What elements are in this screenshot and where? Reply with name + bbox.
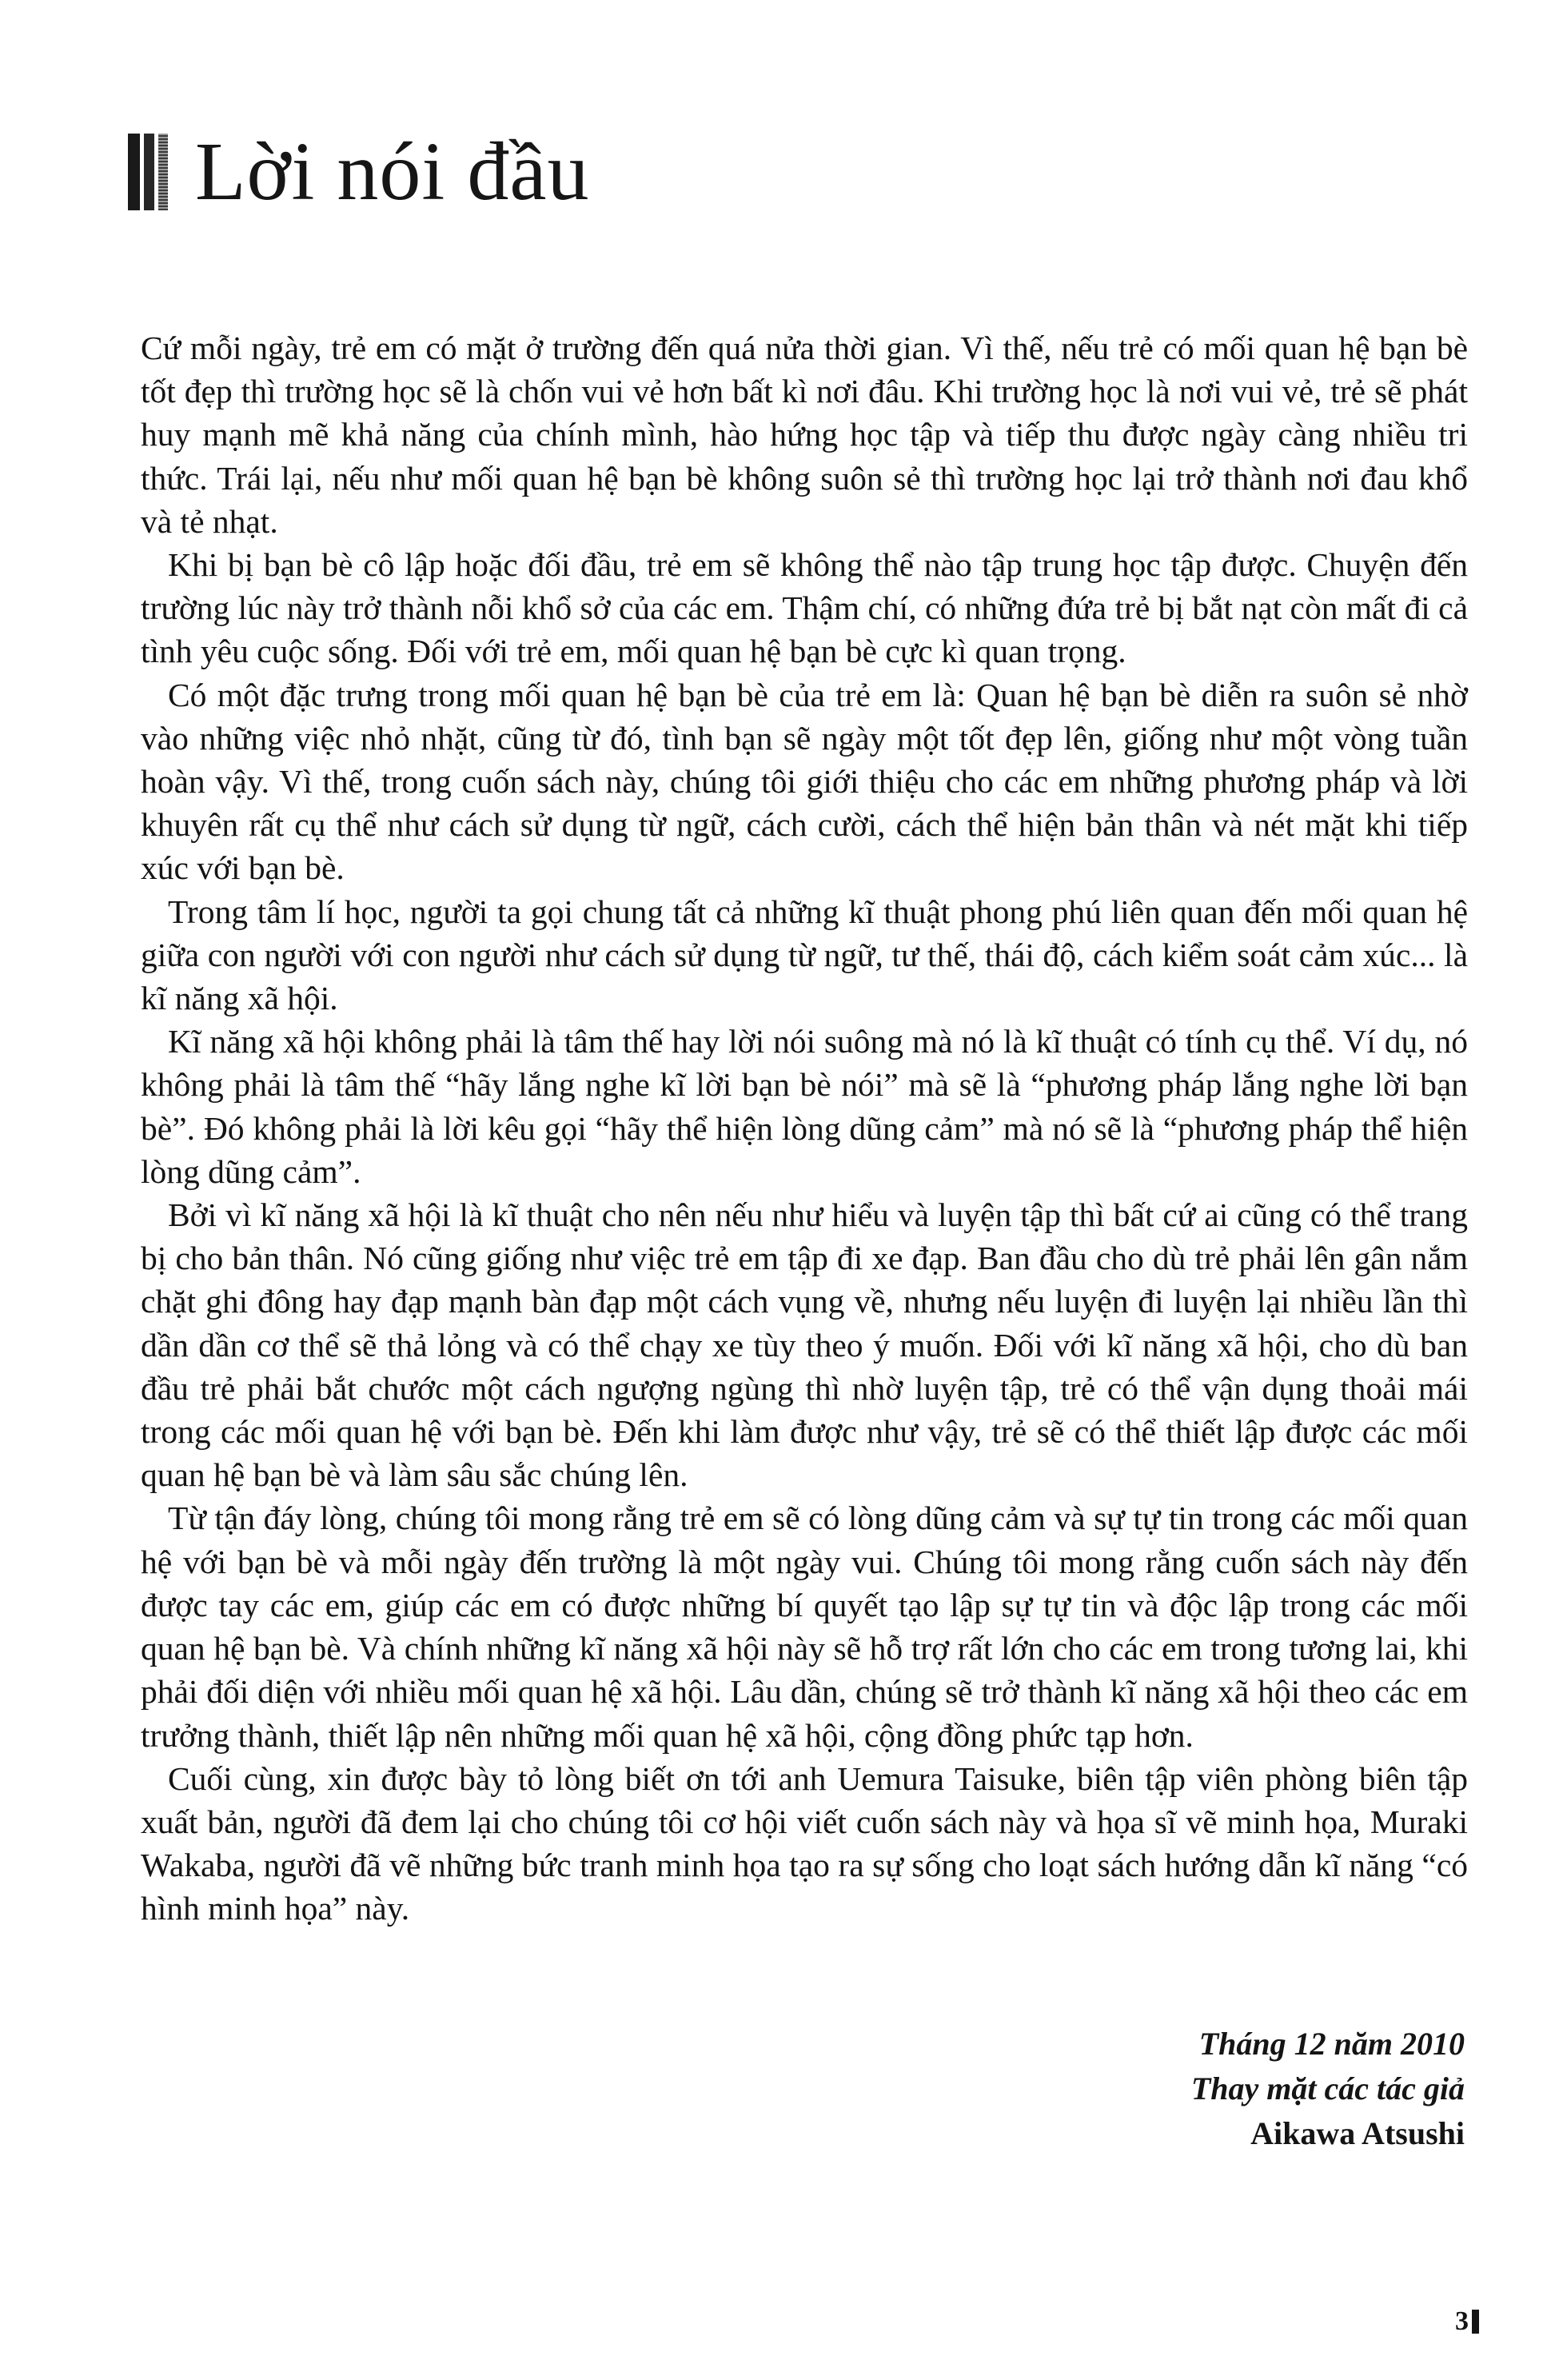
- paragraph: Kĩ năng xã hội không phải là tâm thế hay lời nói suông mà nó là kĩ thuật có tính cụ thể. Ví dụ, nó không phải là tâm thế “hãy lắng nghe kĩ lời bạn bè nói” mà sẽ là “phương pháp lắng nghe lời bạn bè”. Đó không phải là lời kêu gọi “hãy thể hiện lòng dũng cảm” mà nó sẽ là “phương pháp thể hiện lòng dũng cảm”.: [141, 1023, 1468, 1190]
- heading-bar: [144, 134, 154, 210]
- preface-body: [141, 326, 1468, 1931]
- page-number-text: 3: [1455, 2306, 1469, 2336]
- page-number: [1455, 2308, 1479, 2335]
- heading-bar: [158, 134, 168, 210]
- paragraph: Từ tận đáy lòng, chúng tôi mong rằng trẻ em sẽ có lòng dũng cảm và sự tự tin trong các mối quan hệ với bạn bè và mỗi ngày đến trường là một ngày vui. Chúng tôi mong rằng cuốn sách này đến được tay các em, giúp các em có được những bí quyết tạo lập sự tự tin và độc lập trong các mối quan hệ bạn bè. Và chính những kĩ năng xã hội này sẽ hỗ trợ rất lớn cho các em trong tương lai, khi phải đối diện với nhiều mối quan hệ xã hội. Lâu dần, chúng sẽ trở thành kĩ năng xã hội theo các em trưởng thành, thiết lập nên những mối quan hệ xã hội, cộng đồng phức tạp hơn.: [141, 1499, 1468, 1754]
- signature-on-behalf: Thay mặt các tác giả: [1190, 2071, 1465, 2106]
- paragraph: Khi bị bạn bè cô lập hoặc đối đầu, trẻ em sẽ không thể nào tập trung học tập được. Chuyện đến trường lúc này trở thành nỗi khổ sở của các em. Thậm chí, có những đứa trẻ bị bắt nạt còn mất đi cả tình yêu cuộc sống. Đối với trẻ em, mối quan hệ bạn bè cực kì quan trọng.: [141, 546, 1468, 670]
- three-bars-icon: [128, 134, 168, 210]
- paragraph: Trong tâm lí học, người ta gọi chung tất cả những kĩ thuật phong phú liên quan đến mối quan hệ giữa con người với con người như cách sử dụng từ ngữ, tư thế, thái độ, cách kiểm soát cảm xúc... là kĩ năng xã hội.: [141, 892, 1468, 1017]
- paragraph: Bởi vì kĩ năng xã hội là kĩ thuật cho nên nếu như hiểu và luyện tập thì bất cứ ai cũng có thể trang bị cho bản thân. Nó cũng giống như việc trẻ em tập đi xe đạp. Ban đầu cho dù trẻ phải lên gân nắm chặt ghi đông hay đạp mạnh bàn đạp một cách vụng về, nhưng nếu luyện đi luyện lại nhiều lần thì dần dần cơ thể sẽ thả lỏng và có thể chạy xe tùy theo ý muốn. Đối với kĩ năng xã hội, cho dù ban đầu trẻ phải bắt chước một cách ngượng ngùng thì nhờ luyện tập, trẻ có thể vận dụng thoải mái trong các mối quan hệ với bạn bè. Đến khi làm được như vậy, trẻ sẽ có thể thiết lập được các mối quan hệ bạn bè và làm sâu sắc chúng lên.: [141, 1196, 1468, 1494]
- signature-author: Aikawa Atsushi: [1250, 2115, 1465, 2151]
- paragraph: Cuối cùng, xin được bày tỏ lòng biết ơn tới anh Uemura Taisuke, biên tập viên phòng biên tập xuất bản, người đã đem lại cho chúng tôi cơ hội viết cuốn sách này và họa sĩ vẽ minh họa, Muraki Wakaba, người đã vẽ những bức tranh minh họa tạo ra sự sống cho loạt sách hướng dẫn kĩ năng “có hình minh họa” này.: [141, 1759, 1468, 1927]
- page-title: Lời nói đầu: [195, 126, 590, 218]
- paragraph: Có một đặc trưng trong mối quan hệ bạn bè của trẻ em là: Quan hệ bạn bè diễn ra suôn sẻ nhờ vào những việc nhỏ nhặt, cũng từ đó, tình bạn sẽ ngày một tốt đẹp lên, giống như một vòng tuần hoàn vậy. Vì thế, trong cuốn sách này, chúng tôi giới thiệu cho các em những phương pháp và lời khuyên rất cụ thể như cách sử dụng từ ngữ, cách cười, cách thể hiện bản thân và nét mặt khi tiếp xúc với bạn bè.: [141, 676, 1468, 887]
- page-number-mark-icon: [1472, 2310, 1479, 2334]
- signature-date: Tháng 12 năm 2010: [1198, 2026, 1465, 2062]
- chapter-heading: [128, 124, 589, 220]
- signature-block: [1191, 2022, 1465, 2156]
- paragraph: Cứ mỗi ngày, trẻ em có mặt ở trường đến quá nửa thời gian. Vì thế, nếu trẻ có mối quan hệ bạn bè tốt đẹp thì trường học sẽ là chốn vui vẻ hơn bất kì nơi đâu. Khi trường học là nơi vui vẻ, trẻ sẽ phát huy mạnh mẽ khả năng của chính mình, hào hứng học tập và tiếp thu được ngày càng nhiều tri thức. Trái lại, nếu như mối quan hệ bạn bè không suôn sẻ thì trường học lại trở thành nơi đau khổ và tẻ nhạt.: [141, 329, 1468, 540]
- heading-bar: [128, 134, 140, 210]
